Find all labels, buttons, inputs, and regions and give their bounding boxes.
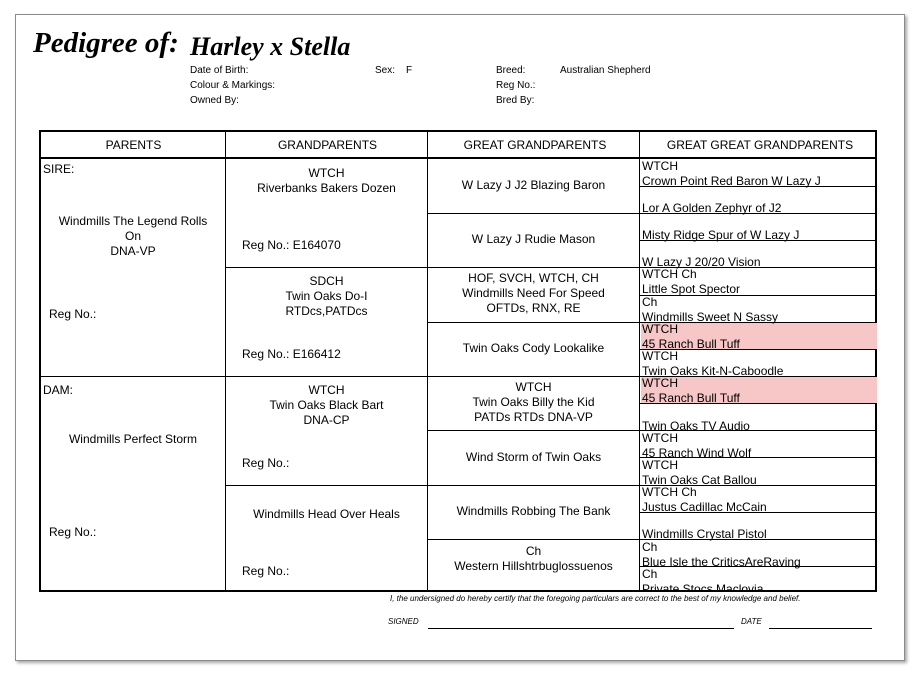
sire-reg-no: Reg No.: — [49, 307, 97, 321]
grandparent-reg-no: Reg No.: — [242, 564, 290, 578]
gg-name: W Lazy J 20/20 Vision — [642, 255, 761, 269]
gg-name: 45 Ranch Wind Wolf — [642, 446, 752, 460]
great-grandparent-name: Windmills Robbing The Bank — [456, 504, 611, 518]
gg-name: Lor A Golden Zephyr of J2 — [642, 201, 782, 215]
signature-line[interactable] — [428, 628, 734, 629]
col-header-great-great-grandparents: GREAT GREAT GRANDPARENTS — [666, 138, 854, 152]
breed-value: Australian Shepherd — [560, 65, 651, 76]
gg-name: Twin Oaks Kit-N-Caboodle — [642, 364, 784, 378]
grandparent-title: WTCH — [308, 383, 345, 397]
grandparent-reg-no: Reg No.: — [242, 456, 290, 470]
header-divider — [41, 157, 877, 159]
gg-name: Windmills Crystal Pistol — [642, 527, 767, 541]
gg-title: Ch — [642, 567, 658, 581]
owned-by-label: Owned By: — [190, 95, 239, 106]
regno-label: Reg No.: — [496, 80, 536, 91]
gg-title: WTCH — [642, 376, 678, 390]
great-grandparent-line: PATDs RTDs DNA-VP — [474, 410, 593, 424]
great-grandparent-title: Ch — [525, 544, 542, 558]
great-grandparent-line: OFTDs, RNX, RE — [486, 301, 581, 315]
sire-name-line2: On — [124, 229, 141, 243]
gg-title: WTCH — [642, 322, 678, 336]
gg-title: WTCH — [642, 159, 678, 173]
great-grandparent-name — [428, 271, 639, 316]
col-header-great-grandparents: GREAT GRANDPARENTS — [463, 138, 607, 152]
grandparent-line: RTDcs,PATDcs — [285, 304, 368, 318]
divider — [639, 132, 640, 592]
sire-name-line3: DNA-VP — [110, 244, 156, 258]
grandparent-line: DNA-CP — [303, 413, 350, 427]
breed-label: Breed: — [496, 65, 526, 76]
dam-label: DAM: — [43, 383, 73, 397]
gg-name: Windmills Sweet N Sassy — [642, 310, 779, 324]
grandparent-name — [226, 383, 427, 428]
gg-title: WTCH — [642, 349, 678, 363]
great-grandparent-title: WTCH — [515, 380, 552, 394]
gg-name: Twin Oaks Cat Ballou — [642, 473, 757, 487]
grandparent-name — [226, 166, 427, 196]
gg-name: Crown Point Red Baron W Lazy J — [642, 174, 821, 188]
grandparent-title: WTCH — [308, 166, 345, 180]
great-grandparent-name — [428, 544, 639, 574]
gg-name: Blue Isle the CriticsAreRaving — [642, 555, 801, 569]
page-title: Pedigree of: — [33, 27, 179, 59]
sire-name — [41, 214, 225, 259]
grandparent-line: Twin Oaks Do-I — [285, 289, 368, 303]
pedigree-table — [39, 130, 877, 592]
gg-name: Little Spot Spector — [642, 282, 741, 296]
gg-name: Private Stocs Maclovia — [642, 582, 764, 592]
sire-label: SIRE: — [43, 162, 75, 176]
grandparent-line: Riverbanks Bakers Dozen — [257, 181, 396, 195]
col-header-grandparents: GRANDPARENTS — [277, 138, 378, 152]
divider — [427, 132, 428, 592]
signed-label: SIGNED — [388, 617, 419, 626]
col-header-parents: PARENTS — [105, 138, 162, 152]
great-grandparent-name: Twin Oaks Cody Lookalike — [462, 341, 605, 355]
gg-name: Misty Ridge Spur of W Lazy J — [642, 228, 800, 242]
great-grandparent-line: Western Hillshtrbuglossuenos — [454, 559, 613, 573]
grandparent-name: Windmills Head Over Heals — [253, 507, 400, 521]
dam-name: Windmills Perfect Storm — [68, 432, 198, 446]
great-grandparent-name: Wind Storm of Twin Oaks — [465, 450, 602, 464]
dam-reg-no: Reg No.: — [49, 525, 97, 539]
sex-value: F — [406, 65, 413, 76]
gg-title: WTCH Ch — [642, 485, 697, 499]
divider — [226, 267, 877, 268]
grandparent-line: Twin Oaks Black Bart — [269, 398, 384, 412]
gg-name: 45 Ranch Bull Tuff — [642, 391, 740, 405]
certification-text: I, the undersigned do hereby certify that the foregoing particulars are correct to the best of my knowledge and belief. — [390, 594, 801, 603]
gg-name: 45 Ranch Bull Tuff — [642, 337, 740, 351]
grandparent-reg-no: Reg No.: E164070 — [242, 238, 341, 252]
gg-title: Ch — [642, 540, 658, 554]
great-grandparent-line: Windmills Need For Speed — [462, 286, 605, 300]
dog-name: Harley x Stella — [190, 32, 351, 61]
grandparent-name — [226, 274, 427, 319]
sex-label: Sex: — [375, 65, 396, 76]
grandparent-reg-no: Reg No.: E166412 — [242, 347, 341, 361]
bred-by-label: Bred By: — [496, 95, 535, 106]
divider — [225, 132, 226, 592]
great-grandparent-name: W Lazy J J2 Blazing Baron — [461, 178, 606, 192]
sire-name-line1: Windmills The Legend Rolls — [58, 214, 208, 228]
grandparent-title: SDCH — [309, 274, 344, 288]
gg-title: Ch — [642, 295, 658, 309]
gg-title: WTCH — [642, 431, 678, 445]
divider — [226, 485, 877, 486]
great-grandparent-line: Twin Oaks Billy the Kid — [472, 395, 595, 409]
great-grandparent-name — [428, 380, 639, 425]
colour-label: Colour & Markings: — [190, 80, 276, 91]
gg-title: WTCH — [642, 458, 678, 472]
gg-title: WTCH Ch — [642, 267, 697, 281]
gg-name: Justus Cadillac McCain — [642, 500, 767, 514]
great-grandparent-name: W Lazy J Rudie Mason — [471, 232, 596, 246]
dob-label: Date of Birth: — [190, 65, 249, 76]
date-line[interactable] — [769, 628, 872, 629]
gg-name: Twin Oaks TV Audio — [642, 419, 750, 433]
great-grandparent-title: HOF, SVCH, WTCH, CH — [468, 271, 599, 285]
date-label: DATE — [741, 617, 762, 626]
